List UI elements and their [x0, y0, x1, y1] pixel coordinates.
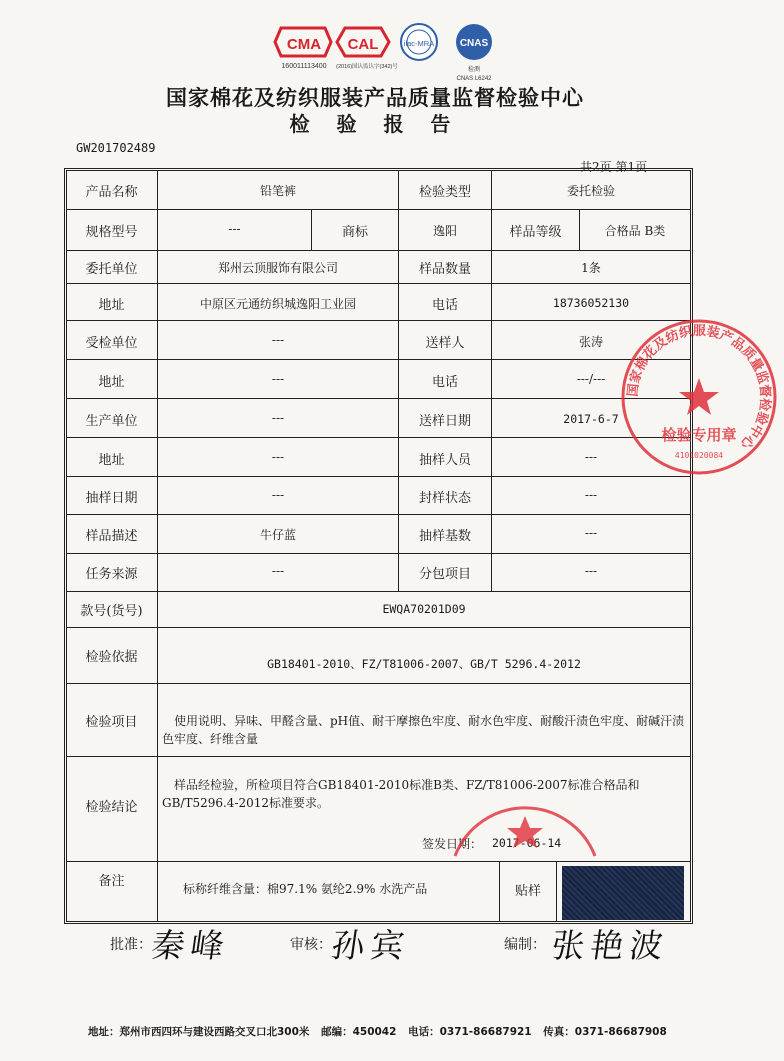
value-sample-date: --- — [271, 488, 285, 502]
value-qty: 1条 — [581, 261, 601, 275]
inspection-seal-stamp — [614, 312, 784, 482]
value-remarks: 标称纤维含量：棉97.1% 氨纶2.9% 水洗产品 — [183, 882, 428, 896]
label-brand: 商标 — [341, 225, 368, 240]
page-indicator: 共2页 第1页 — [580, 160, 648, 174]
value-spec: --- — [228, 222, 241, 236]
label-basis: 检验依据 — [85, 650, 138, 665]
value-subcontract: --- — [584, 564, 598, 578]
svg-text:ilac-MRA: ilac-MRA — [403, 39, 435, 48]
organization-title: 国家棉花及纺织服装产品质量监督检验中心 — [166, 85, 584, 110]
value-send-date: 2017-6-7 — [563, 412, 619, 426]
value-inspected-unit: --- — [271, 333, 285, 347]
label-phone-2: 电话 — [431, 375, 458, 390]
label-sampler: 抽样人员 — [418, 453, 471, 468]
label-address-3: 地址 — [98, 453, 125, 468]
compile-label: 编制： — [504, 937, 546, 953]
footer-phone: 电话：0371-86687921 — [408, 1026, 532, 1038]
review-signature: 孙宾 — [328, 926, 413, 965]
issue-date-label: 签发日期： — [422, 837, 483, 851]
footer-contact — [88, 1024, 675, 1039]
svg-text:CNAS L6242: CNAS L6242 — [456, 76, 492, 82]
label-send-date: 送样日期 — [418, 414, 471, 429]
label-client: 委托单位 — [85, 262, 138, 277]
review-label: 审核： — [290, 937, 332, 953]
label-conclusion: 检验结论 — [85, 800, 138, 815]
value-client: 郑州云顶服饰有限公司 — [217, 261, 338, 275]
label-sample-description: 样品描述 — [85, 529, 138, 544]
label-inspect-type: 检验类型 — [418, 185, 471, 200]
report-number: GW201702489 — [76, 141, 156, 155]
value-brand: 逸阳 — [432, 224, 457, 238]
value-seal-status: --- — [584, 488, 598, 502]
svg-text:160011113400: 160011113400 — [281, 63, 327, 70]
value-sender: 张涛 — [578, 335, 603, 349]
svg-text:检测: 检测 — [467, 67, 481, 73]
value-basis: GB18401-2010、FZ/T81006-2007、GB/T 5296.4-2012 — [267, 657, 581, 671]
value-address-2: --- — [271, 372, 285, 386]
approve-label: 批准： — [110, 937, 152, 953]
svg-text:检验专用章: 检验专用章 — [661, 426, 737, 444]
value-items: 使用说明、异味、甲醛含量、pH值、耐干摩擦色牢度、耐水色牢度、耐酸汗渍色牢度、耐碱汗渍色牢度、纤维含量 — [162, 714, 685, 746]
issue-date-value: 2017-06-14 — [492, 836, 562, 850]
approve-signature: 秦峰 — [148, 926, 233, 965]
value-sampling-base: --- — [584, 526, 598, 540]
value-sample-description: 牛仔蓝 — [259, 528, 296, 542]
value-conclusion: 样品经检验，所检项目符合GB18401-2010标准B类、FZ/T81006-2007标准合格品和GB/T5296.4-2012标准要求。 — [162, 778, 640, 810]
footer-fax: 传真：0371-86687908 — [543, 1026, 667, 1038]
label-inspected-unit: 受检单位 — [85, 336, 138, 351]
value-address-3: --- — [271, 450, 285, 464]
label-sender: 送样人 — [425, 336, 465, 351]
label-remarks: 备注 — [98, 874, 125, 889]
svg-text:(2016)国认监认字(342)号: (2016)国认监认字(342)号 — [336, 64, 398, 70]
label-sampling-base: 抽样基数 — [418, 529, 471, 544]
value-sampler: --- — [584, 450, 598, 464]
label-address-1: 地址 — [98, 298, 125, 313]
value-phone-2: ---/--- — [576, 372, 606, 386]
label-items: 检验项目 — [85, 715, 138, 730]
value-style-number: EWQA70201D09 — [382, 602, 466, 616]
compile-signature: 张艳波 — [548, 926, 672, 965]
svg-text:CNAS: CNAS — [459, 38, 489, 49]
label-sample-date: 抽样日期 — [85, 491, 138, 506]
label-subcontract: 分包项目 — [418, 567, 471, 582]
footer-address: 地址：郑州市西四环与建设西路交叉口北300米 — [88, 1026, 310, 1038]
swatch-label: 贴样 — [514, 884, 541, 899]
value-product-name: 铅笔裤 — [259, 184, 296, 198]
svg-text:4101020084: 4101020084 — [674, 451, 724, 460]
value-producer: --- — [271, 411, 285, 425]
value-task-source: --- — [271, 564, 285, 578]
fabric-swatch — [562, 866, 684, 920]
label-producer: 生产单位 — [85, 414, 138, 429]
svg-text:国家棉花及纺织服装产品质量监督检验中心: 国家棉花及纺织服装产品质量监督检验中心 — [625, 323, 773, 452]
svg-text:CAL: CAL — [347, 36, 379, 53]
value-grade: 合格品 B类 — [604, 224, 666, 238]
value-inspect-type: 委托检验 — [566, 184, 615, 198]
label-product-name: 产品名称 — [85, 185, 138, 200]
label-spec: 规格型号 — [85, 225, 138, 240]
document-title: 检 验 报 告 — [289, 112, 461, 136]
value-phone-1: 18736052130 — [552, 296, 630, 310]
footer-postcode: 邮编：450042 — [321, 1026, 397, 1038]
label-qty: 样品数量 — [418, 262, 471, 277]
label-grade: 样品等级 — [509, 225, 562, 240]
value-address-1: 中原区元通纺织城逸阳工业园 — [199, 297, 356, 311]
label-style-number: 款号(货号) — [80, 604, 143, 619]
label-seal-status: 封样状态 — [418, 491, 471, 506]
label-address-2: 地址 — [98, 375, 125, 390]
inspection-seal-stamp-2 — [445, 746, 605, 866]
label-task-source: 任务来源 — [85, 567, 138, 582]
label-phone-1: 电话 — [431, 298, 458, 313]
svg-text:CMA: CMA — [286, 36, 322, 53]
